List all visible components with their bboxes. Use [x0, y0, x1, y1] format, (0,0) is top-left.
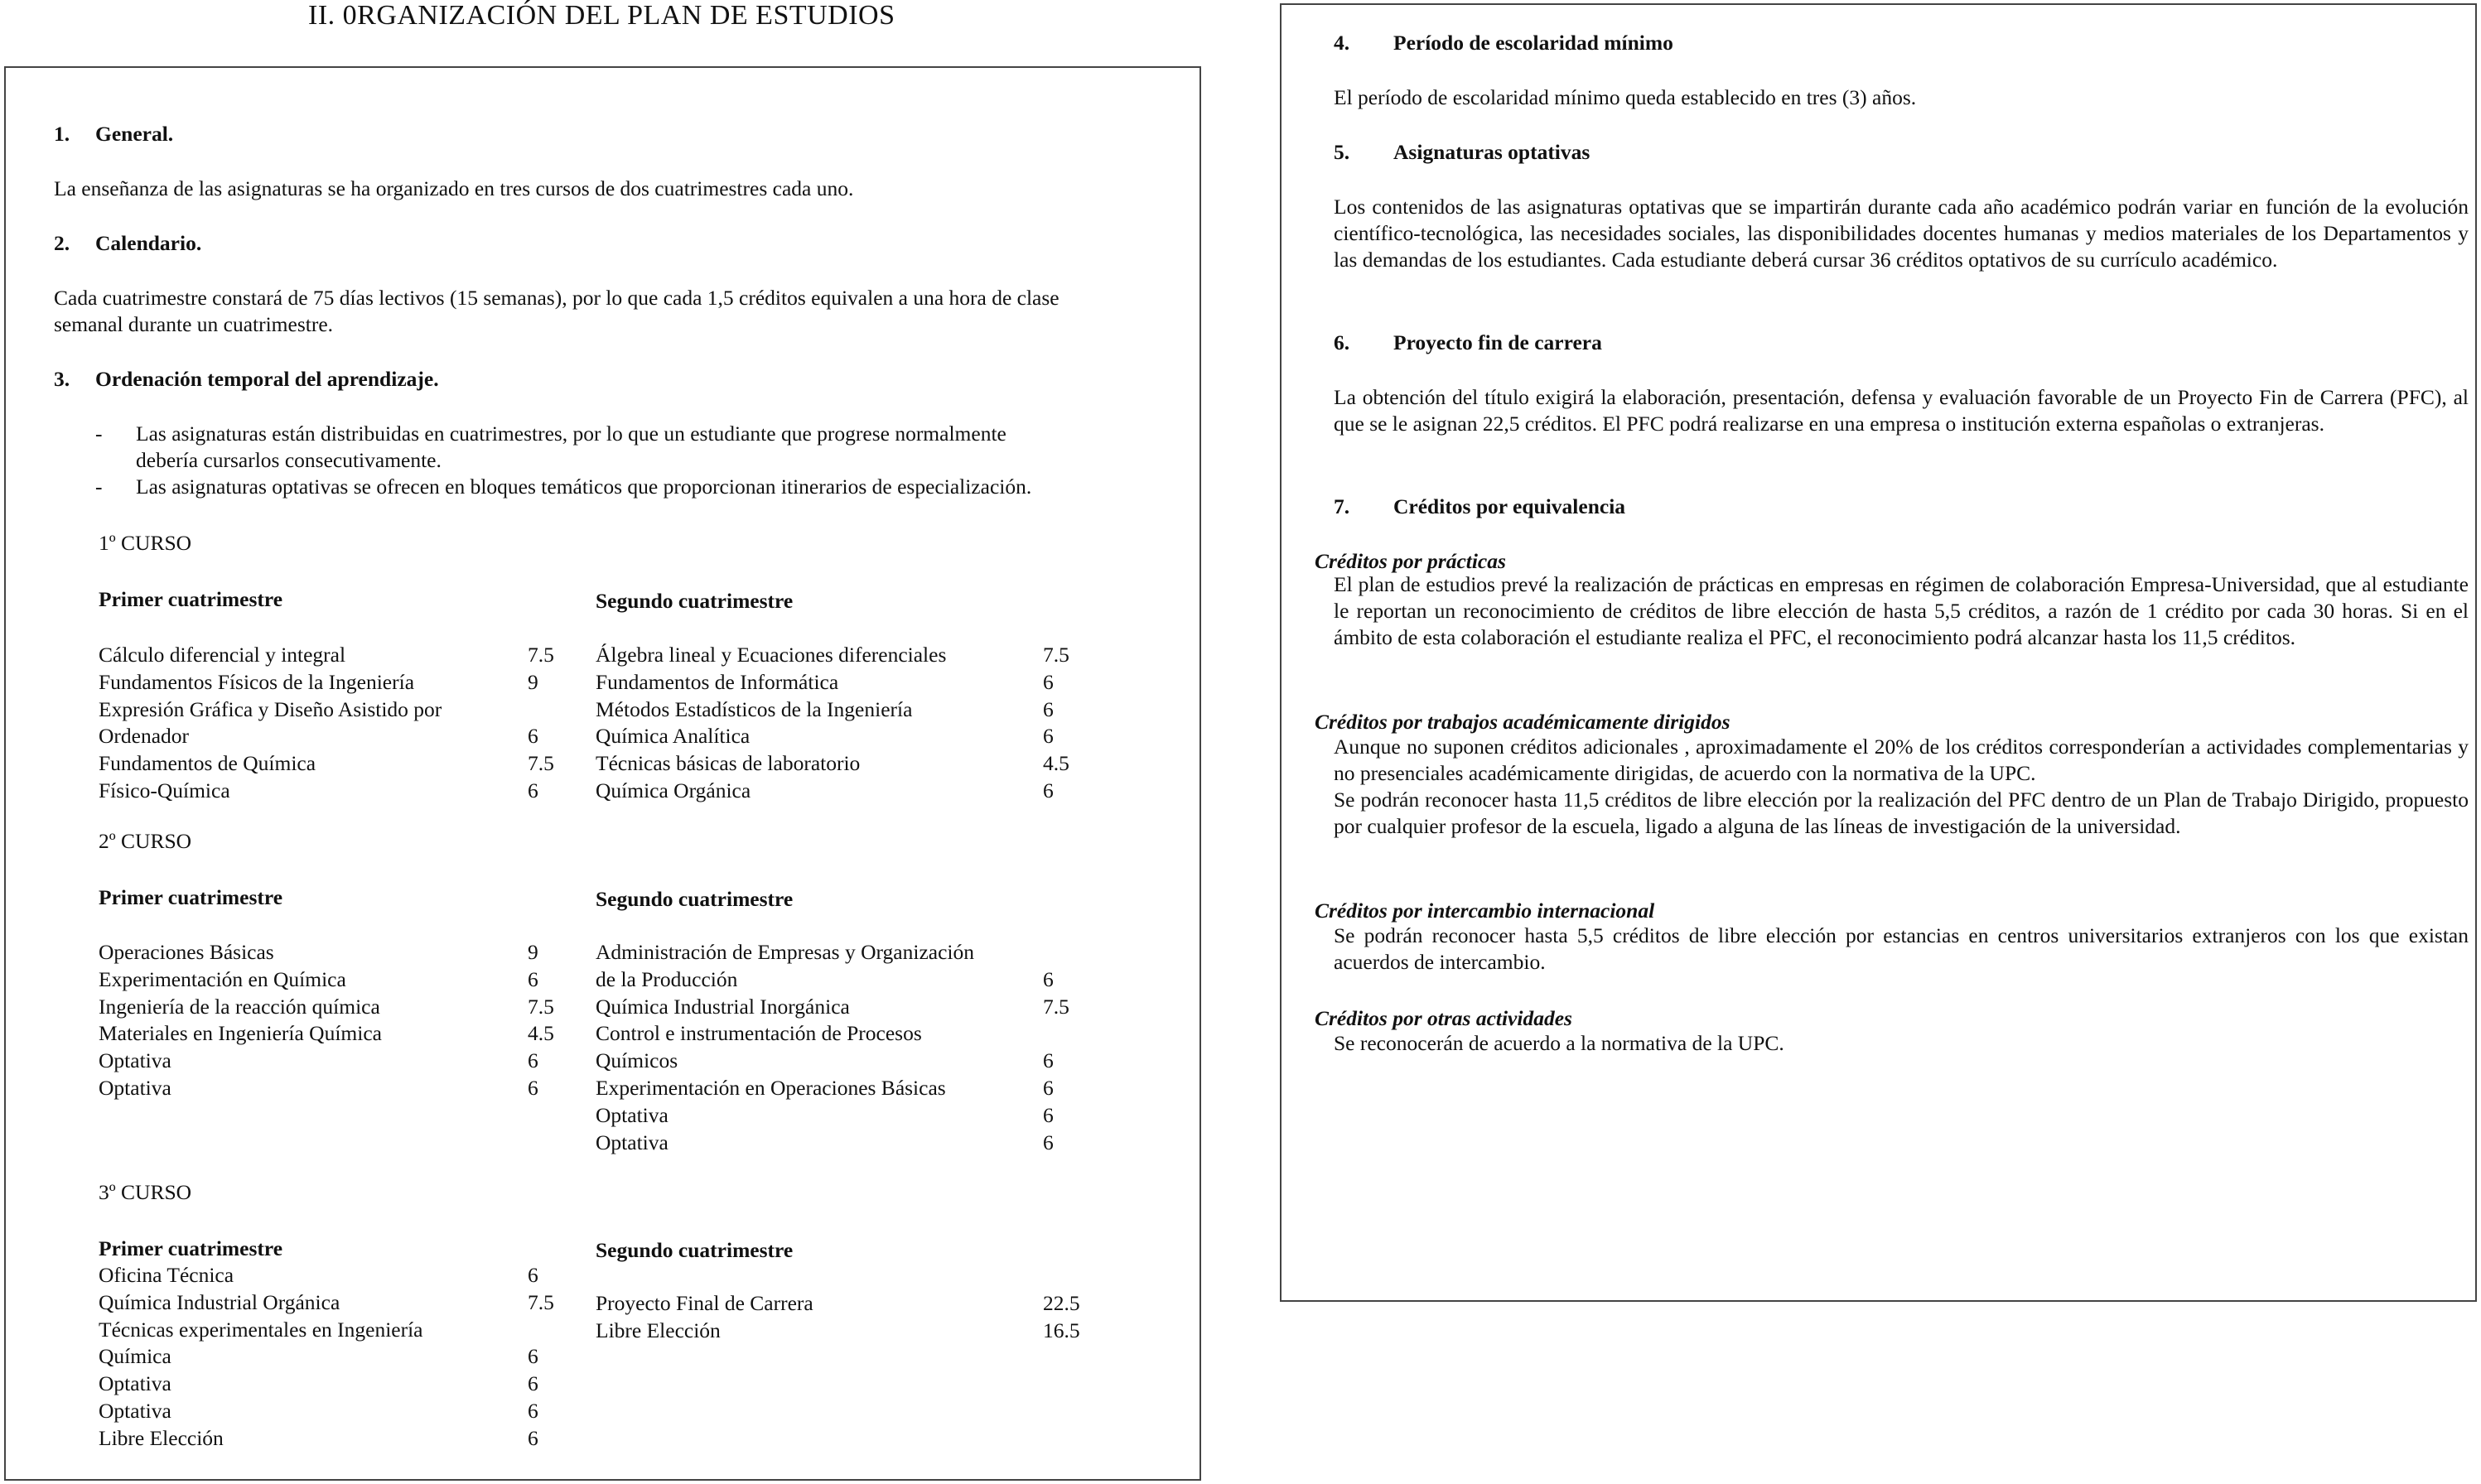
course-credits: 6 [1043, 669, 1054, 694]
course-name: de la Producción [596, 966, 738, 991]
subsection-heading-practicas: Créditos por prácticas [1315, 549, 1506, 573]
course-name: Álgebra lineal y Ecuaciones diferenciales [596, 643, 947, 667]
course-credits: 7.5 [528, 1289, 554, 1314]
subsection-paragraph: Se podrán reconocer hasta 5,5 créditos de libre elección por estancias en centros universitarios extranjeros con los que existan acuerdos de intercambio. [1334, 923, 2469, 974]
bullet-text: Las asignaturas optativas se ofrecen en bloques temáticos que proporcionan itinerarios de especialización. [136, 475, 1032, 499]
section-text: La enseñanza de las asignaturas se ha organizado en tres cursos de dos cuatrimestres cada uno. [54, 176, 854, 200]
course-name: Química Analítica [596, 724, 751, 749]
course-name: Experimentación en Química [99, 966, 346, 991]
cuatrimestre-label: Primer cuatrimestre [99, 587, 283, 611]
course-credits: 9 [528, 669, 538, 694]
course-name: Cálculo diferencial y integral [99, 643, 346, 667]
course-name: Optativa [99, 1371, 171, 1396]
course-name: Química Industrial Orgánica [99, 1289, 340, 1314]
course-credits: 6 [1043, 1130, 1054, 1154]
section-number: 1. [54, 122, 70, 146]
course-credits: 7.5 [1043, 994, 1069, 1019]
section-heading-calendario: Calendario. [95, 231, 202, 255]
course-credits: 6 [528, 1371, 538, 1396]
section-text: semanal durante un cuatrimestre. [54, 312, 334, 336]
section-number: 2. [54, 231, 70, 255]
course-credits: 9 [528, 940, 538, 964]
course-credits: 6 [1043, 1102, 1054, 1127]
page-title: II. 0RGANIZACIÓN DEL PLAN DE ESTUDIOS [308, 0, 895, 31]
course-name: Físico-Química [99, 778, 230, 802]
section-paragraph: La obtención del título exigirá la elaboración, presentación, defensa y evaluación favorable de un Proyecto Fin de Carrera (PFC), al que se le asignan 22,5 créditos. El PFC podrá realizarse en una empresa o institución externa españolas o extranjeras. [1334, 385, 2469, 436]
course-credits: 6 [1043, 1076, 1054, 1100]
course-name: Optativa [596, 1130, 669, 1154]
curso-title: 1º CURSO [99, 531, 192, 555]
course-name: Optativa [596, 1102, 669, 1127]
course-credits: 6 [1043, 966, 1054, 991]
course-name: Optativa [99, 1076, 171, 1100]
bullet-dash: - [95, 422, 103, 446]
course-credits: 6 [528, 1425, 538, 1450]
course-credits: 7.5 [1043, 643, 1069, 667]
course-name: Oficina Técnica [99, 1263, 234, 1287]
left-column-frame [4, 66, 1201, 1481]
cuatrimestre-label: Segundo cuatrimestre [596, 589, 794, 613]
course-credits: 6 [1043, 778, 1054, 802]
course-credits: 6 [528, 778, 538, 802]
section-number: 3. [54, 367, 70, 391]
section-heading-escolaridad: Período de escolaridad mínimo [1393, 31, 1673, 55]
course-credits: 6 [528, 1399, 538, 1423]
course-credits: 6 [528, 1076, 538, 1100]
bullet-dash: - [95, 475, 103, 499]
course-name: Química Orgánica [596, 778, 751, 802]
section-text: El período de escolaridad mínimo queda establecido en tres (3) años. [1334, 85, 1917, 109]
section-number: 5. [1334, 140, 1350, 164]
subsection-paragraph: Se podrán reconocer hasta 11,5 créditos de libre elección por la realización del PFC dentro de un Plan de Trabajo Dirigido, propuesto por cualquier profesor de la escuela, ligado a alguna de las líneas de investigación de la universidad. [1334, 788, 2469, 838]
bullet-text: debería cursarlos consecutivamente. [136, 448, 442, 472]
course-credits: 6 [1043, 696, 1054, 721]
section-number: 6. [1334, 330, 1350, 354]
cuatrimestre-label: Primer cuatrimestre [99, 1236, 283, 1260]
course-name: Expresión Gráfica y Diseño Asistido por [99, 696, 442, 721]
subsection-paragraph: El plan de estudios prevé la realización de prácticas en empresas en régimen de colaboración Empresa-Universidad, que al estudiante le reportan un reconocimiento de créditos de libre elección de hasta 5,5 créditos, a razón de 1 crédito por cada 30 horas. Si en el ámbito de esta colaboración el estudiante realiza el PFC, el reconocimiento podrá alcanzar hasta los 11,5 créditos. [1334, 572, 2469, 649]
section-heading-proyecto: Proyecto fin de carrera [1393, 330, 1602, 354]
section-text: Cada cuatrimestre constará de 75 días lectivos (15 semanas), por lo que cada 1,5 créditos equivalen a una hora de clase [54, 286, 1059, 310]
cuatrimestre-label: Segundo cuatrimestre [596, 887, 794, 911]
course-name: Libre Elección [99, 1425, 224, 1450]
course-name: Técnicas experimentales en Ingeniería [99, 1317, 423, 1342]
section-number: 7. [1334, 494, 1350, 518]
course-name: Técnicas básicas de laboratorio [596, 751, 861, 776]
course-name: Ingeniería de la reacción química [99, 994, 380, 1019]
course-credits: 6 [1043, 724, 1054, 749]
curso-title: 2º CURSO [99, 829, 192, 853]
section-heading-ordenacion: Ordenación temporal del aprendizaje. [95, 367, 439, 391]
course-name: Fundamentos de Química [99, 751, 316, 776]
section-heading-optativas: Asignaturas optativas [1393, 140, 1590, 164]
course-name: Operaciones Básicas [99, 940, 274, 964]
course-credits: 16.5 [1043, 1318, 1080, 1342]
course-name: Optativa [99, 1399, 171, 1423]
section-number: 4. [1334, 31, 1350, 55]
course-credits: 6 [528, 966, 538, 991]
right-column-frame [1280, 3, 2477, 1302]
course-name: Química [99, 1344, 171, 1369]
subsection-text: Se reconocerán de acuerdo a la normativa de la UPC. [1334, 1031, 1784, 1055]
course-credits: 7.5 [528, 994, 554, 1019]
course-credits: 6 [1043, 1048, 1054, 1073]
course-name: Métodos Estadísticos de la Ingeniería [596, 696, 913, 721]
course-credits: 6 [528, 1263, 538, 1287]
course-credits: 4.5 [528, 1021, 554, 1046]
course-name: Libre Elección [596, 1318, 721, 1342]
course-name: Proyecto Final de Carrera [596, 1291, 813, 1315]
curso-title: 3º CURSO [99, 1180, 192, 1204]
course-credits: 6 [528, 724, 538, 749]
course-credits: 7.5 [528, 643, 554, 667]
course-credits: 6 [528, 1344, 538, 1369]
section-paragraph: Los contenidos de las asignaturas optativas que se impartirán durante cada año académico podrán variar en función de la evolución científico-tecnológica, las necesidades sociales, las disponibilidades docentes humanas y medios materiales de los Departamentos y las demandas de los estudiantes. Cada estudiante deberá cursar 36 créditos optativos de su currículo académico. [1334, 195, 2469, 272]
course-name: Administración de Empresas y Organización [596, 940, 974, 964]
course-name: Control e instrumentación de Procesos [596, 1021, 922, 1046]
course-credits: 7.5 [528, 751, 554, 776]
course-name: Experimentación en Operaciones Básicas [596, 1076, 946, 1100]
cuatrimestre-label: Primer cuatrimestre [99, 885, 283, 909]
cuatrimestre-label: Segundo cuatrimestre [596, 1238, 794, 1262]
course-name: Químicos [596, 1048, 678, 1073]
subsection-heading-trabajos: Créditos por trabajos académicamente dirigidos [1315, 710, 1730, 734]
subsection-heading-otras: Créditos por otras actividades [1315, 1006, 1572, 1030]
course-name: Fundamentos Físicos de la Ingeniería [99, 669, 415, 694]
course-name: Fundamentos de Informática [596, 669, 839, 694]
section-heading-general: General. [95, 122, 174, 146]
course-name: Optativa [99, 1048, 171, 1073]
course-credits: 22.5 [1043, 1291, 1080, 1315]
course-name: Materiales en Ingeniería Química [99, 1021, 382, 1046]
subsection-heading-intercambio: Créditos por intercambio internacional [1315, 899, 1655, 923]
course-name: Química Industrial Inorgánica [596, 994, 850, 1019]
section-heading-equivalencia: Créditos por equivalencia [1393, 494, 1626, 518]
subsection-paragraph: Aunque no suponen créditos adicionales , aproximadamente el 20% de los créditos corresponderían a actividades complementarias y no presenciales académicamente dirigidas, de acuerdo con la normativa de la UPC. [1334, 735, 2469, 785]
bullet-text: Las asignaturas están distribuidas en cuatrimestres, por lo que un estudiante que progrese normalmente [136, 422, 1006, 446]
course-credits: 4.5 [1043, 751, 1069, 776]
course-name: Ordenador [99, 724, 190, 749]
course-credits: 6 [528, 1048, 538, 1073]
